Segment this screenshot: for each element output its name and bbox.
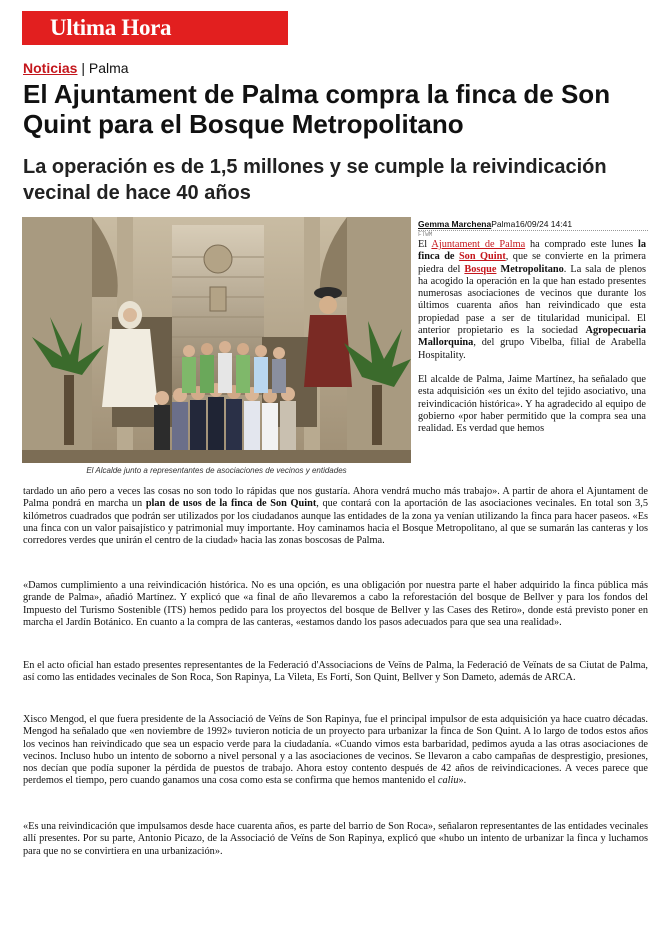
paragraph-2-text: tardado un año pero a veces las cosas no son todo lo rápidas que nos gustaría. Ahora vendrá mucho más trabajo». A partir de ahora el Ajuntament de Palma pondrá en marcha un [23,486,648,510]
paragraph-5 [23,714,648,788]
article-headline: El Ajuntament de Palma compra la finca de Son Quint para el Bosque Metropolitano [23,79,611,139]
section-label-palma: Palma [88,60,129,76]
paragraph-5-text: Xisco Mengod, el que fuera presidente de la Associació de Veïns de Son Rapinya, fue el principal impulsor de esta adquisición ya hace cuatro décadas. Mengod ha señalado que «en noviembre de 1992» tuvieron noticia de un proyecto para urbanizar la finca de Son Quint. A lo largo de todos estos años los vecinos han reivindicado que sea un espacio verde para la ciudadanía. «Cuando vimos esta barbaridad, pedimos ayuda a las otras asociaciones de vecinos. Incluso hubo un intento de soborno a nivel personal y a las asociaciones de vecinos. Se llevaron a cabo campañas de desprestigio, presiones, nos decían que podía suponer la pérdida de puestos de trabajo. Ahora estoy contento después de 42 años de reivindicaciones. A veces parece que perdemos el tiempo, pero cuando ganamos una cosa como esta se confirma que hemos mantenido el [23,714,648,787]
byline-datetime: 16/09/24 14:41 [515,219,573,229]
paragraph-1-bold: la finca de [418,239,646,263]
byline-location: Palma [491,219,516,229]
article-photo-illustration [22,217,411,463]
article-subheadline: La operación es de 1,5 millones y se cumple la reivindicación vecinal de hace 40 años [23,156,607,204]
photo-caption: El Alcalde junto a representantes de asociaciones de vecinos y entidades [86,466,347,475]
breadcrumb-separator: | [81,60,85,76]
paragraph-5-text: ». [458,775,467,787]
paragraph-3: «Damos cumplimiento a una reivindicación histórica. No es una opción, es una obligación por nuestra parte el haber adquirido la finca pública más grande de Palma», añadió Martínez. Y explicó que «a final de año llevaremos a cabo la reforestación del bosque de Bellver y para los fondos del Impuesto del Turismo Sostenible (ITS) hemos pedido para los proyectos del bosque de Bellver y las Cases des Retiro», donde está previsto poner en marcha el Jardín Botánico. En cuanto a la compra de las canteras, «estamos dando los pasos adecuados para que sea una realidad». [23,580,648,628]
article-photo [22,217,411,463]
masthead-title: Ultima Hora [50,15,172,40]
paragraph-2-start: El alcalde de Palma, Jaime Martínez, ha señalado que esta adquisición «es un éxito del tejido asociativo, una reivindicación histórica». Y ha agradecido al equipo de gobierno «por haber permitido que la compra sea una realidad. Es verdad que hemos [418,373,646,435]
paragraph-1 [418,239,646,362]
link-son-quint[interactable]: Son Quint [458,251,506,263]
paragraph-1-text: ha comprado este lunes [525,239,634,250]
paragraph-4: En el acto oficial han estado presentes representantes de la Federació d'Associacions de Veïns de Palma, la Federació de Veïnats de sa Ciutat de Palma, así como las entidades vecinales de Son Roca, Son Rapinya, La Vileta, Es Fortí, Son Quint, Bellver y Son Dameto, además de ARCA. [23,660,648,684]
paragraph-1-text: , del grupo Vibelba, filial de Arabella Hospitality. [418,337,646,361]
paragraph-1-bold: Agropecuaria Mallorquina [418,325,646,349]
author-name[interactable]: Gemma Marchena [418,219,492,229]
paragraph-1-text: , que se convierte en la primera piedra del [418,251,646,275]
paragraph-6: «Es una reivindicación que impulsamos desde hace cuarenta años, es parte del barrio de Son Roca», señalaron representantes de las entidades vecinales allí presentes. Por su parte, Antonio Picazo, de la Associació de Veïns de Son Rapinya, explicó que «hubo un intento de urbanizar la finca y luchamos para que no se convirtiera en una urbanización». [23,821,648,857]
breadcrumb [23,60,129,76]
masthead-logo[interactable] [22,11,288,45]
source-tag: FTWM [418,231,433,238]
article-byline [418,219,648,231]
article-body-column [418,239,646,447]
paragraph-2-continuation [23,486,648,547]
paragraph-2-text: , que contará con la aportación de las asociaciones vecinales. En total son 3,5 kilómetros cuadrados que podrán ser utilizados por los ciudadanos aunque las entidades de la zona ya venían utilizando la finca para hacer paseos. «Es una finca con un valor paisajístico y patrimonial muy importante. Hoy caminamos hacia el Bosque Metropolitano, al que se sumarán las canteras y los corredores verdes que unirán el centro de la ciudad» hacia las zonas boscosas de Palma. [23,498,649,547]
link-bosque[interactable]: Bosque [464,263,497,275]
paragraph-1-text: . La sala de plenos ha acogido la operación en la que han estado presentes numerosas asociaciones de vecinos que durante los últimos cuarenta años han reivindicado que esta propiedad pase a ser de titularidad municipal. El anterior propietario es la sociedad [418,263,646,337]
link-ajuntament-de-palma[interactable]: Ajuntament de Palma [431,239,526,250]
paragraph-2-bold: plan de usos de la finca de Son Quint [145,498,317,510]
section-link-noticias[interactable]: Noticias [23,60,78,76]
paragraph-5-italic: caliu [437,775,459,787]
paragraph-1-bold: Metropolitano [496,263,564,275]
paragraph-1-text: El [418,239,432,250]
